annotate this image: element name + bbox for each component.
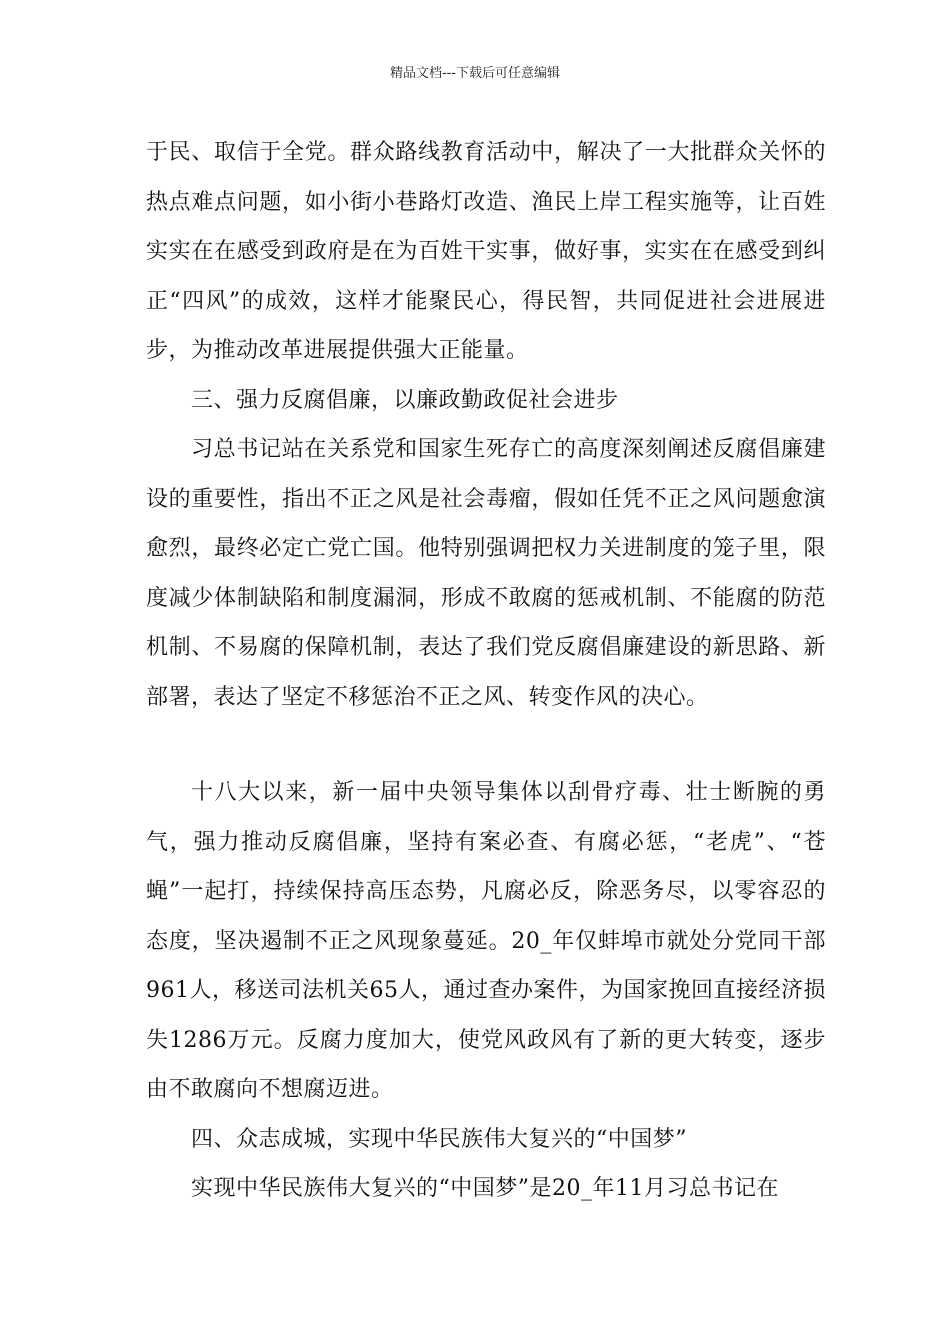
paragraph-gap — [146, 722, 826, 768]
document-body — [146, 128, 826, 1214]
paragraph-china-dream: 实现中华民族伟大复兴的“中国梦”是20_年11月习总书记在 — [191, 1176, 779, 1201]
section-heading-three: 三、强力反腐倡廉，以廉政勤政促社会进步 — [191, 387, 619, 413]
paragraph-anti-corruption-results: 十八大以来，新一届中央领导集体以刮骨疗毒、壮士断腕的勇气，强力推动反腐倡廉，坚持有案必查、有腐必惩，“老虎”、“苍蝇”一起打，持续保持高压态势，凡腐必反，除恶务尽，以零容忍的态度，坚决遏制不正之风现象蔓延。20_年仅蚌埠市就处分党同干部961人，移送司法机关65人，通过查办案件，为国家挽回直接经济损失1286万元。反腐力度加大，使党风政风有了新的更大转变，逐步由不敢腐向不想腐迈进。 — [146, 780, 826, 1102]
paragraph-continuation: 于民、取信于全党。群众路线教育活动中，解决了一大批群众关怀的热点难点问题，如小街小巷路灯改造、渔民上岸工程实施等，让百姓实实在在感受到政府是在为百姓干实事，做好事，实实在在感受到纠正“四风”的成效，这样才能聚民心，得民智，共同促进社会进展进步，为推动改革进展提供强大正能量。 — [146, 140, 826, 363]
section-heading-four: 四、众志成城，实现中华民族伟大复兴的“中国梦” — [191, 1126, 687, 1152]
paragraph-anti-corruption-speech: 习总书记站在关系党和国家生死存亡的高度深刻阐述反腐倡廉建设的重要性，指出不正之风是社会毒瘤，假如任凭不正之风问题愈演愈烈，最终必定亡党亡国。他特别强调把权力关进制度的笼子里，限度减少体制缺陷和制度漏洞，形成不敢腐的惩戒机制、不能腐的防范机制、不易腐的保障机制，表达了我们党反腐倡廉建设的新思路、新部署，表达了坚定不移惩治不正之风、转变作风的决心。 — [146, 437, 826, 710]
page-header: 精品文档---下载后可任意编辑 — [389, 66, 561, 81]
